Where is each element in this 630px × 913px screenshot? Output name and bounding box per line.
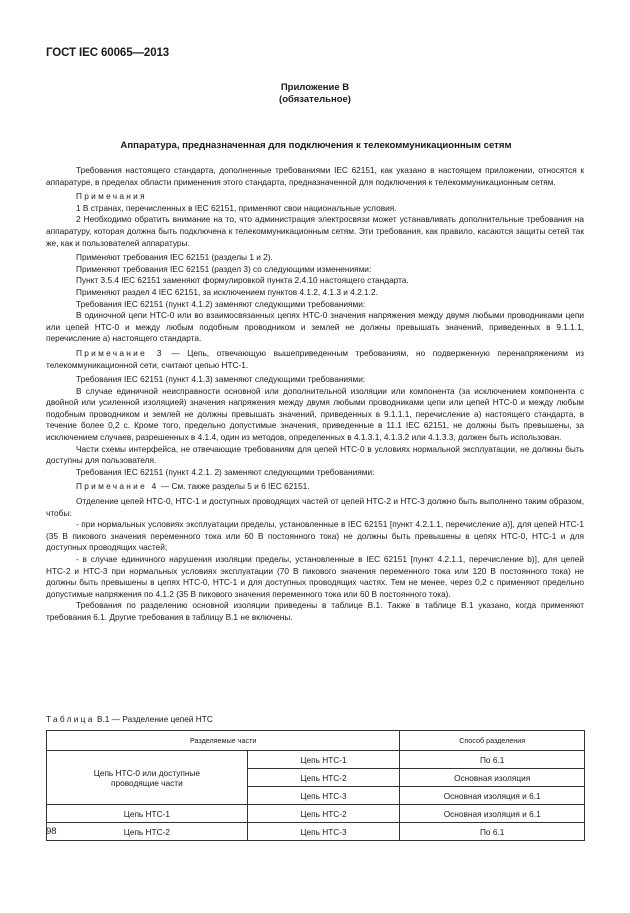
paragraph: Требования настоящего стандарта, дополненные требованиями IEC 62151, как указано в настоящем приложении, относятся к аппаратуре, в пределах области применения этого стандарта, предназначенной для подключения к телекоммуникационным сетям. xyxy=(46,165,584,187)
table-caption-label: Таблица xyxy=(46,714,95,724)
paragraph: Пункт 3.5.4 IEC 62151 заменяют формулировкой пункта 2.4.10 настоящего стандарта. xyxy=(76,275,409,286)
table-cell: По 6.1 xyxy=(400,823,585,841)
appendix-title: Приложение В xyxy=(280,82,350,93)
table-cell: Основная изоляция и 6.1 xyxy=(400,787,585,805)
paragraph: Применяют требования IEC 62151 (разделы 1 и 2). xyxy=(76,252,273,263)
table-cell: Основная изоляция и 6.1 xyxy=(400,805,585,823)
note-3-label: Примечание 3 xyxy=(76,347,164,358)
paragraph: В случае единичной неисправности основной или дополнительной изоляции или компонента (за исключением компонента с двойной или усиленной изоляцией) значения напряжения между двумя любыми проводниками цепи или цепей НТС-0 и между любым подобным проводником и землей не должны превышать значений, приведенных в 9.1.1.1, перечисление а) настоящего стандарта, в течение более 0,2 с. Кроме того, предельно допустимые значения, приведенные в 11.1 IEC 62151, не должны быть превышены, за исключением случаев, разрешенных в 4.1.4, один из методов, определенных в 4.1.3.1, 4.1.3.2 или 4.1.3.3, должен быть использован. xyxy=(46,385,584,443)
paragraph: Требования IEC 62151 (пункт 4.1.3) заменяют следующими требованиями: xyxy=(76,374,366,385)
table-cell: Цепь НТС-3 xyxy=(247,823,400,841)
table-cell: Основная изоляция xyxy=(400,769,585,787)
note-4-label: Примечание 4 xyxy=(76,481,159,492)
note-4-text: — См. также разделы 5 и 6 IEC 62151. xyxy=(160,481,310,492)
table-caption-text: В.1 — Разделение цепей НТС xyxy=(96,714,213,724)
page-number: 98 xyxy=(46,826,57,837)
note-3 xyxy=(46,348,584,371)
table-cell: Цепь НТС-1 xyxy=(47,805,248,823)
table-row xyxy=(47,805,585,823)
separation-table xyxy=(46,730,585,841)
paragraph: Требования IEC 62151 (пункт 4.1.2) заменяют следующими требованиями: xyxy=(76,298,366,309)
appendix-subtitle: (обязательное) xyxy=(279,94,351,105)
list-item: - при нормальных условиях эксплуатации пределы, установленные в IEC 62151 [пункт 4.2.1.1, перечисление а)], для цепей НТС-1 (35 В пикового значения переменного тока или 60 В постоянного тока) не должны быть превышены в цепях НТС-0, НТС-1 и для доступных проводящих частей; xyxy=(46,519,584,553)
paragraph: Применяют требования IEC 62151 (раздел 3) со следующими изменениями: xyxy=(76,263,372,274)
table-row xyxy=(47,823,585,841)
table-cell: Цепь НТС-2 xyxy=(47,823,248,841)
paragraph: Отделение цепей НТС-0, НТС-1 и доступных проводящих частей от цепей НТС-2 и НТС-3 должно быть выполнено таким образом, чтобы: xyxy=(46,496,584,518)
table-caption xyxy=(46,714,213,724)
table-header-row xyxy=(47,731,585,751)
list-item: - в случае единичного нарушения изоляции пределы, установленные в IEC 62151 [пункт 4.2.1.1, перечисление b)], для цепей НТС-2 и НТС-3 при нормальных условиях эксплуатации (70 В пикового значения переменного тока или 120 В постоянного тока) не должны быть превышены в цепях НТС-0, НТС-1 и для доступных проводящих частях. Тем не менее, через 0,2 с применяют предельно допустимые напряжения по 4.1.2 (35 В пикового значения переменного тока или 60 В постоянного тока). xyxy=(46,554,584,599)
table-row xyxy=(47,751,585,769)
table-header-cell: Разделяемые части xyxy=(47,731,400,751)
paragraph: Требования IEC 62151 (пункт 4.2.1. 2) заменяют следующими требованиями: xyxy=(76,466,375,477)
table-cell: Цепь НТС-2 xyxy=(247,769,400,787)
paragraph: Части схемы интерфейса, не отвечающие требованиям для цепей НТС-0 в условиях нормальной эксплуатации, не должны быть доступны для пользователя. xyxy=(46,443,584,466)
table-cell: Цепь НТС-2 xyxy=(247,805,400,823)
table-cell: По 6.1 xyxy=(400,751,585,769)
paragraph: В одиночной цепи НТС-0 или во взаимосвязанных цепях НТС-0 значения напряжения между двумя любыми проводниками цепи или цепей НТС-0 и между любым подобным проводником и землей не должны превышать значений, приведенных в 9.1.1.1, перечисление а) настоящего стандарта. xyxy=(46,310,584,344)
note-2: 2 Необходимо обратить внимание на то, что администрация электросвязи может устанавливать дополнительные требования на аппаратуру, которая должна быть подключена к телекоммуникационным сетям. Эти требования, как правило, касаются защиты сетей так же, как и пользователей аппаратуры. xyxy=(46,214,584,248)
notes-label: Примечания xyxy=(76,191,147,202)
paragraph: Требования по разделению основной изоляции приведены в таблице В.1. Также в таблице В.1 указано, когда применяют требования 6.1. Другие требования в таблицу В.1 не включены. xyxy=(46,600,584,622)
table-header-cell: Способ разделения xyxy=(400,731,585,751)
note-4 xyxy=(46,481,584,493)
note-3-text: — Цепь, отвечающую вышеприведенным требованиям, но подверженную перенапряжениям из телекоммуникационной сети, считают цепью НТС-1. xyxy=(46,347,584,370)
body-text xyxy=(46,165,584,624)
paragraph: Применяют раздел 4 IEC 62151, за исключением пунктов 4.1.2, 4.1.3 и 4.2.1.2. xyxy=(76,286,378,297)
document-header: ГОСТ IEC 60065—2013 xyxy=(46,47,170,59)
table-cell: Цепь НТС-1 xyxy=(247,751,400,769)
note-1: 1 В странах, перечисленных в IEC 62151, применяют свои национальные условия. xyxy=(76,202,397,213)
section-title: Аппаратура, предназначенная для подключения к телекоммуникационным сетям xyxy=(120,140,512,151)
table-group-cell: Цепь НТС-0 или доступные проводящие части xyxy=(47,751,248,805)
table-cell: Цепь НТС-3 xyxy=(247,787,400,805)
